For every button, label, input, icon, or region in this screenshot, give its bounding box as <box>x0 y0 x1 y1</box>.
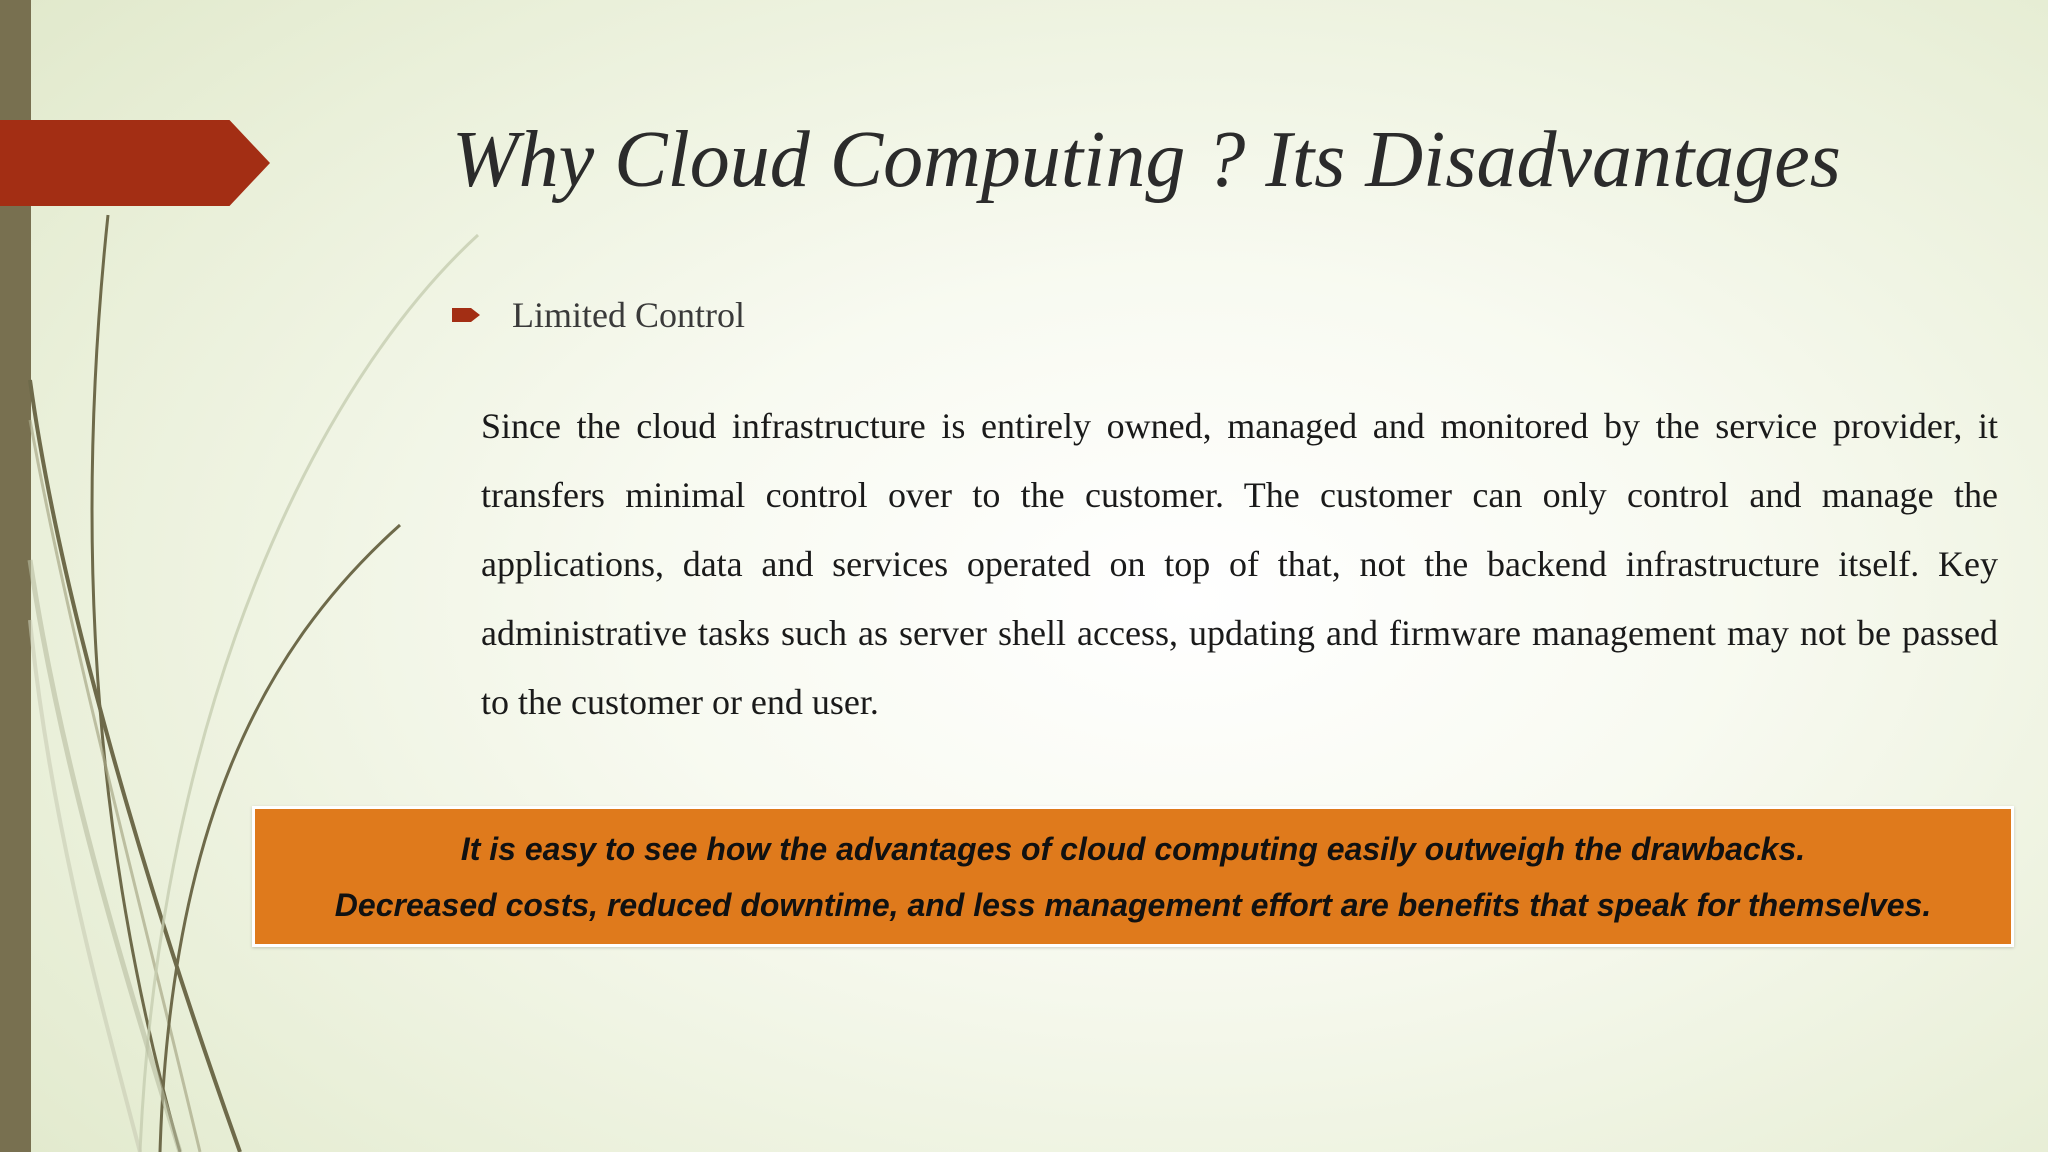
banner-line-2: Decreased costs, reduced downtime, and less management effort are benefits that speak for themselves. <box>334 886 1932 923</box>
conclusion-banner <box>252 806 2014 947</box>
bullet-item <box>452 292 745 338</box>
arrow-bullet-icon <box>452 308 480 322</box>
body-paragraph: Since the cloud infrastructure is entirely owned, managed and monitored by the service provider, it transfers minimal control over to the customer. The customer can only control and manage the applications, data and services operated on top of that, not the backend infrastructure itself. Key administrative tasks such as server shell access, updating and firmware management may not be passed to the customer or end user. <box>481 406 1998 722</box>
bullet-label: Limited Control <box>512 295 745 335</box>
title-arrow-tab <box>0 120 270 206</box>
slide-title: Why Cloud Computing ? Its Disadvantages <box>452 116 1841 204</box>
banner-line-1: It is easy to see how the advantages of cloud computing easily outweigh the drawbacks. <box>460 830 1806 867</box>
